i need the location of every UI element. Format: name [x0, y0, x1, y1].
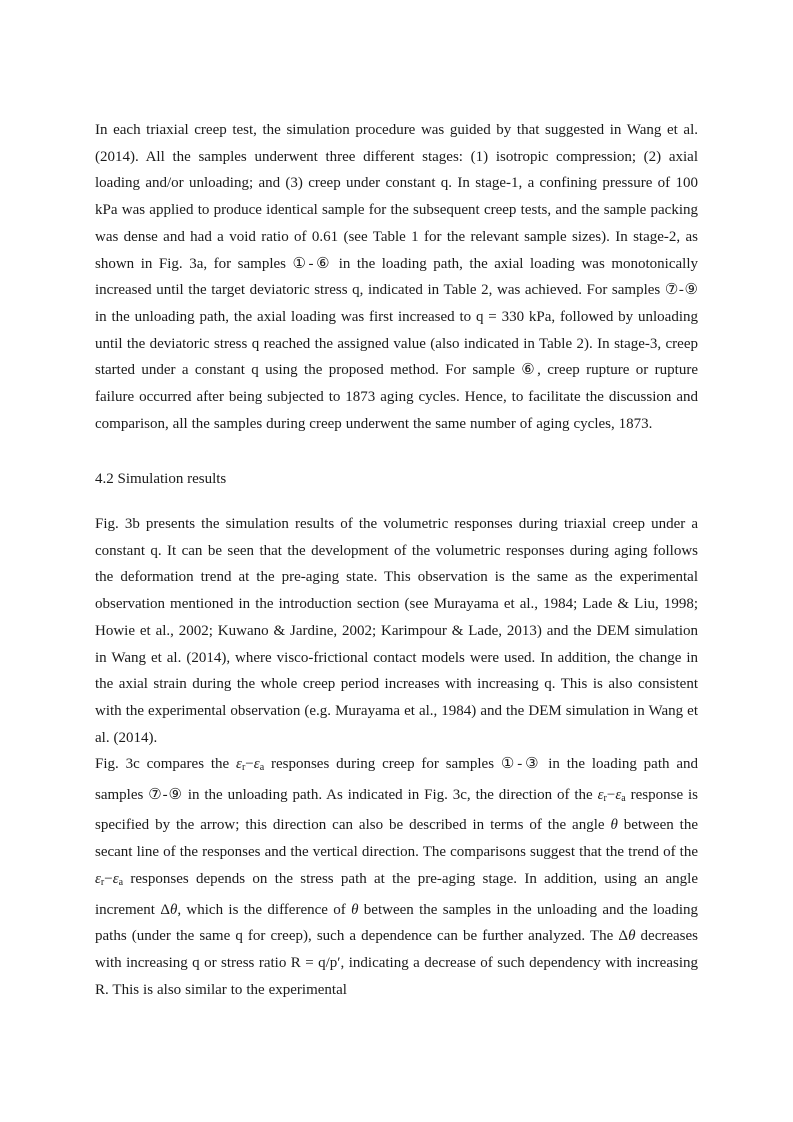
epsilon-symbol: ε	[253, 756, 260, 772]
subscript-a: a	[118, 876, 124, 888]
text-segment: between the secant line of the responses and the vertical direction. The comparisons suggest that the trend of the	[95, 817, 698, 861]
section-heading: 4.2 Simulation results	[95, 471, 227, 487]
theta-symbol: θ	[351, 901, 359, 918]
paragraph-strain-responses	[95, 751, 698, 1003]
theta-symbol: θ	[169, 901, 178, 918]
paragraph-simulation-procedure: In each triaxial creep test, the simulation procedure was guided by that suggested in Wang et al. (2014). All the samples underwent three different stages: (1) isotropic compression; (2) axial loading and/or unloading; and (3) creep under constant q. In stage-1, a confining pressure of 100 kPa was applied to produce identical sample for the subsequent creep tests, and the sample packing was dense and had a void ratio of 0.61 (see Table 1 for the relevant sample sizes). In stage-2, as shown in Fig. 3a, for samples ①-⑥ in the loading path, the axial loading was monotonically increased until the target deviatoric stress q, indicated in Table 2, was achieved. For samples ⑦-⑨ in the unloading path, the axial loading was first increased to q = 330 kPa, followed by unloading until the deviatoric stress q reached the assigned value (also indicated in Table 2). In stage-3, creep started under a constant q using the proposed method. For sample ⑥, creep rupture or rupture failure occurred after being subjected to 1873 aging cycles. Hence, to facilitate the discussion and comparison, all the samples during creep underwent the same number of aging cycles, 1873.	[95, 122, 698, 432]
theta-symbol: θ	[628, 928, 636, 945]
subscript-a: a	[259, 762, 265, 773]
subscript-r: r	[241, 762, 246, 773]
text-segment: , which is the difference of	[177, 901, 352, 918]
text-segment: responses during creep for samples ①-③ in the loading path and samples ⑦-⑨ in the unloading path. As indicated in Fig. 3c, the direction of the	[95, 756, 698, 803]
subscript-a: a	[621, 792, 626, 804]
subscript-r: r	[100, 876, 105, 888]
delta-symbol: Δ	[160, 901, 170, 918]
epsilon-symbol: ε	[236, 756, 242, 772]
text-segment: decreases with increasing q or stress ratio R = q/p′, indicating a decrease of such dependency with increasing R. This is also similar to the experimental	[95, 928, 698, 998]
dash-symbol: −	[606, 786, 616, 803]
theta-symbol: θ	[610, 817, 618, 834]
subscript-r: r	[603, 792, 607, 804]
text-segment: response is specified by the arrow; this direction can also be described in terms of the angle	[95, 786, 699, 834]
dash-symbol: −	[104, 870, 113, 887]
epsilon-symbol: ε	[615, 786, 622, 803]
dash-symbol: −	[245, 756, 254, 772]
delta-symbol: Δ	[618, 928, 629, 945]
text-segment: between the samples in the unloading and the loading paths (under the same q for creep), such a dependence can be further analyzed. The	[95, 901, 699, 945]
epsilon-symbol: ε	[112, 870, 119, 887]
text-segment: responses depends on the stress path at the pre-aging stage. In addition, using an angle increment	[95, 870, 698, 918]
text-segment: Fig. 3c compares the	[95, 756, 237, 772]
epsilon-symbol: ε	[597, 786, 604, 803]
paragraph-volumetric-responses: Fig. 3b presents the simulation results of the volumetric responses during triaxial creep under a constant q. It can be seen that the development of the volumetric responses during aging follows the deformation trend at the pre-aging state. This observation is the same as the experimental observation mentioned in the introduction section (see Murayama et al., 1984; Lade & Liu, 1998; Howie et al., 2002; Kuwano & Jardine, 2002; Karimpour & Lade, 2013) and the DEM simulation in Wang et al. (2014), where visco-frictional contact models were used. In addition, the change in the axial strain during the whole creep period increases with increasing q. This is also consistent with the experimental observation (e.g. Murayama et al., 1984) and the DEM simulation in Wang et al. (2014).	[95, 516, 698, 746]
epsilon-symbol: ε	[95, 870, 101, 887]
